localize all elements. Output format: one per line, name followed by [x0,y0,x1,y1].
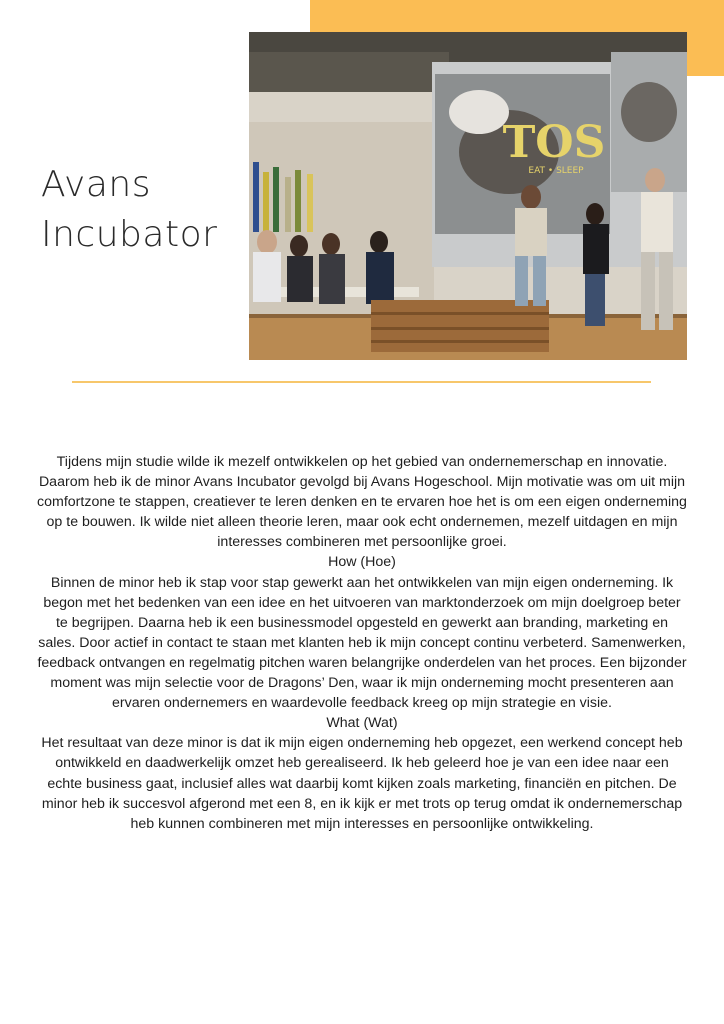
body-text [36,452,688,834]
right-person-head [645,168,665,192]
event-photo [249,32,687,360]
page-title [41,160,217,260]
panel-person-3-head [322,233,340,255]
flag-4 [285,177,291,232]
panel-person-4-body [366,252,394,304]
what-heading: What (Wat) [326,715,398,732]
flag-5 [295,170,301,232]
how-paragraph: Binnen de minor heb ik stap voor stap gewerkt aan het ontwikkelen van mijn eigen onderneming. Ik begon met het bedenken van een idee en het uitvoeren van marktonderzoek om mijn doelgroep beter te begrijpen. Daarna heb ik een businessmodel opgesteld en gewerkt aan branding, marketing en sales. Door actief in contact te staan met klanten heb ik mijn concept continu verbeterd. Samenwerken, feedback ontvangen en regelmatig pitchen waren belangrijke onderdelen van het proces. Een bijzonder moment was mijn selectie voor de Dragons’ Den, waar ik mijn onderneming mocht presenteren aan ervaren ondernemers en waardevolle feedback kreeg op mijn strategie en visie. [37,574,687,712]
panel-person-2-head [290,235,308,257]
screen-tagline: EAT • SLEEP [528,166,584,176]
flag-6 [307,174,313,232]
flag-3 [273,167,279,232]
panel-person-4-head [370,231,388,253]
podium-plank-2 [371,327,549,330]
screen-logo: TOS [502,117,606,168]
page-title-line-2: Incubator [41,214,218,255]
right-person-leg-right [659,252,673,330]
woman-head [586,203,604,225]
presenter-shirt [515,208,547,256]
screen-figure-right [621,82,677,142]
screen-figure-highlight [449,90,509,134]
presenter-leg-right [533,256,546,306]
wooden-podium [371,300,549,352]
flag-1 [253,162,259,232]
woman-jacket [583,224,609,274]
divider [72,381,651,383]
page-title-line-1: Avans [41,164,151,205]
panel-person-2-body [287,256,313,302]
right-person-shirt [641,192,673,252]
woman-jeans [585,274,605,326]
panel-person-3-body [319,254,345,304]
presenter-head [521,185,541,209]
presenter-leg-left [515,256,528,306]
podium-plank-1 [371,312,549,315]
right-person-leg-left [641,252,655,330]
how-heading: How (Hoe) [328,554,396,571]
flag-2 [263,172,269,232]
podium-plank-3 [371,340,549,343]
what-paragraph: Het resultaat van deze minor is dat ik mijn eigen onderneming heb opgezet, een werkend concept heb ontwikkeld en daadwerkelijk omzet heb gerealiseerd. Ik heb geleerd hoe je van een idee naar een echte business gaat, inclusief alles wat daarbij komt kijken zoals marketing, financiën en pitchen. De minor heb ik succesvol afgerond met een 8, en ik kijk er met trots op terug omdat ik ondernemerschap heb kunnen combineren met mijn interesses en persoonlijke ontwikkeling. [41,735,683,832]
intro-paragraph: Tijdens mijn studie wilde ik mezelf ontwikkelen op het gebied van ondernemerschap en innovatie. Daarom heb ik de minor Avans Incubator gevolgd bij Avans Hogeschool. Mijn motivatie was om uit mijn comfortzone te stappen, creatiever te leren denken en te ervaren hoe het is om een eigen onderneming op te bouwen. Ik wilde niet alleen theorie leren, maar ook echt ondernemen, mezelf uitdagen en mijn interesses combineren met persoonlijke groei. [37,454,687,551]
panel-person-1-body [253,252,281,302]
panel-person-1-head [257,230,277,254]
